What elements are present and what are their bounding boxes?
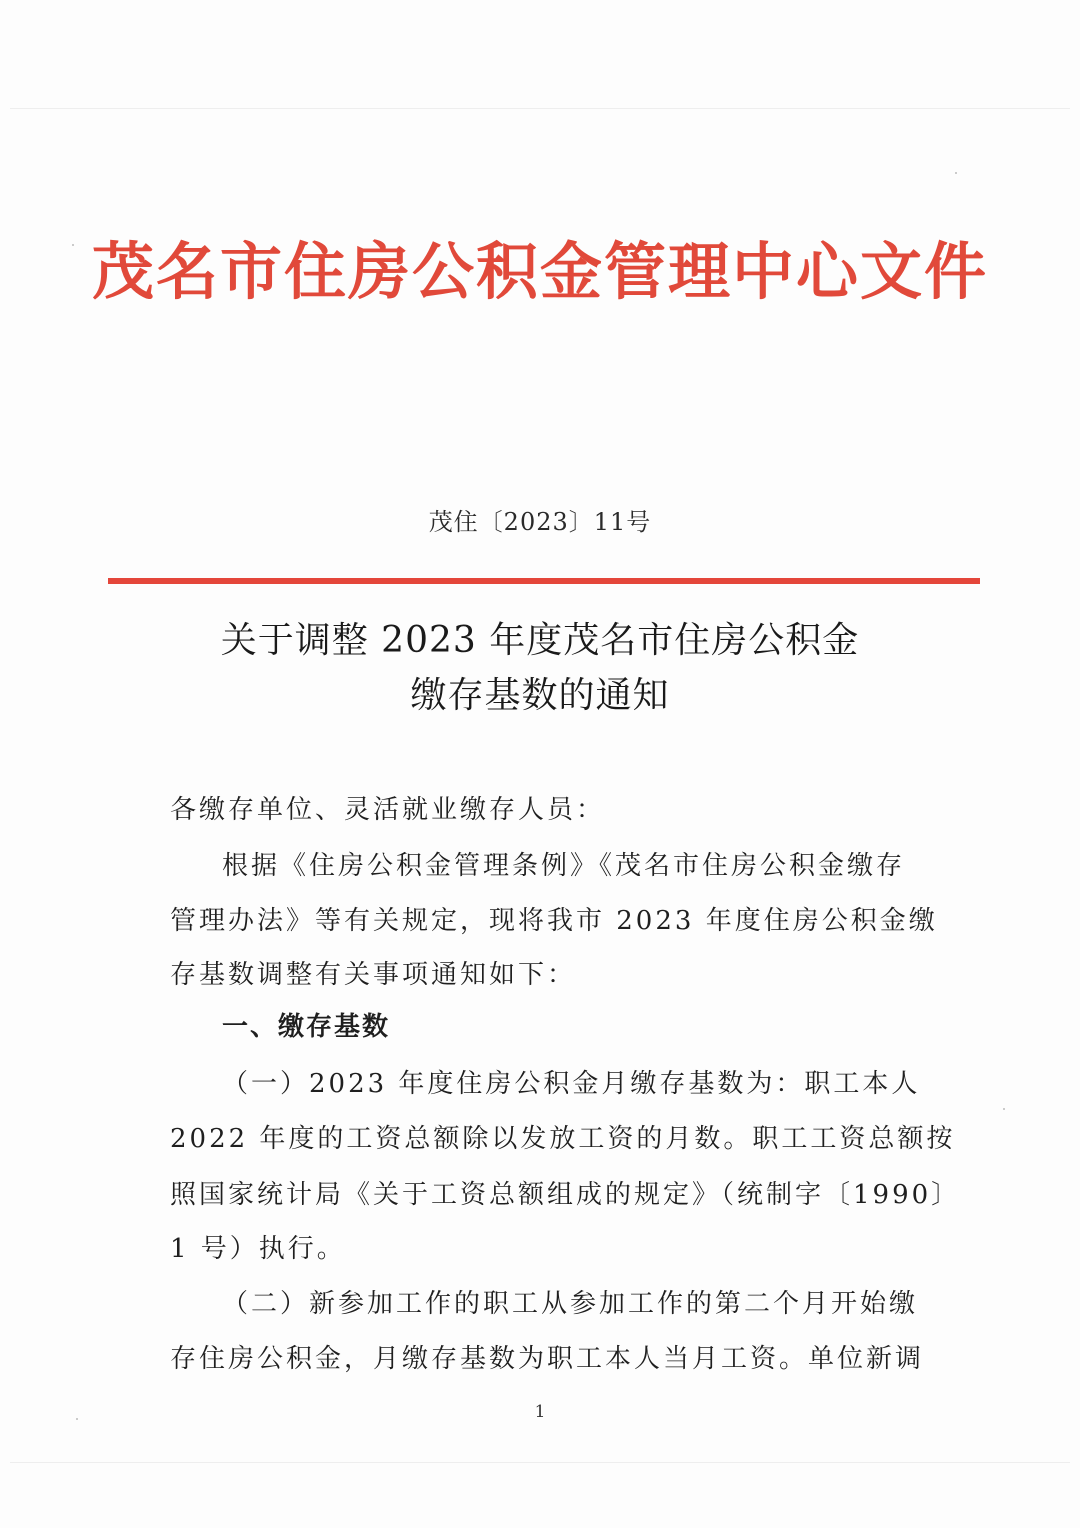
- notice-title-line-1: 关于调整 2023 年度茂名市住房公积金: [220, 620, 860, 661]
- intro-line-2: 管理办法》等有关规定，现将我市 2023 年度住房公积金缴: [170, 906, 938, 936]
- issuer-header-title: 茂名市住房公积金管理中心文件: [91, 235, 988, 308]
- notice-title-line-2: 缴存基数的通知: [410, 675, 670, 716]
- document-number: 茂住〔2023〕11号: [428, 508, 652, 536]
- scan-speck: [1003, 1108, 1005, 1110]
- item2-line-1: （二）新参加工作的职工从参加工作的第二个月开始缴: [222, 1289, 919, 1319]
- item1-line-4: 1 号）执行。: [170, 1234, 346, 1264]
- scan-artifact-line: [10, 108, 1070, 109]
- item2-line-2: 存住房公积金，月缴存基数为职工本人当月工资。单位新调: [170, 1344, 925, 1374]
- scan-artifact-line: [10, 1462, 1070, 1463]
- scan-speck: [955, 172, 957, 174]
- intro-line-1: 根据《住房公积金管理条例》《茂名市住房公积金缴存: [222, 851, 906, 881]
- intro-line-3: 存基数调整有关事项通知如下：: [170, 960, 577, 990]
- page-number: 1: [534, 1402, 546, 1422]
- item1-line-2: 2022 年度的工资总额除以发放工资的月数。职工工资总额按: [170, 1124, 956, 1154]
- item1-line-1: （一）2023 年度住房公积金月缴存基数为：职工本人: [222, 1069, 921, 1099]
- item1-line-3: 照国家统计局《关于工资总额组成的规定》（统制字〔1990〕: [170, 1180, 961, 1210]
- section-heading-1: 一、缴存基数: [222, 1012, 391, 1042]
- addressee-line: 各缴存单位、灵活就业缴存人员：: [170, 795, 606, 825]
- red-divider-rule: [108, 578, 980, 584]
